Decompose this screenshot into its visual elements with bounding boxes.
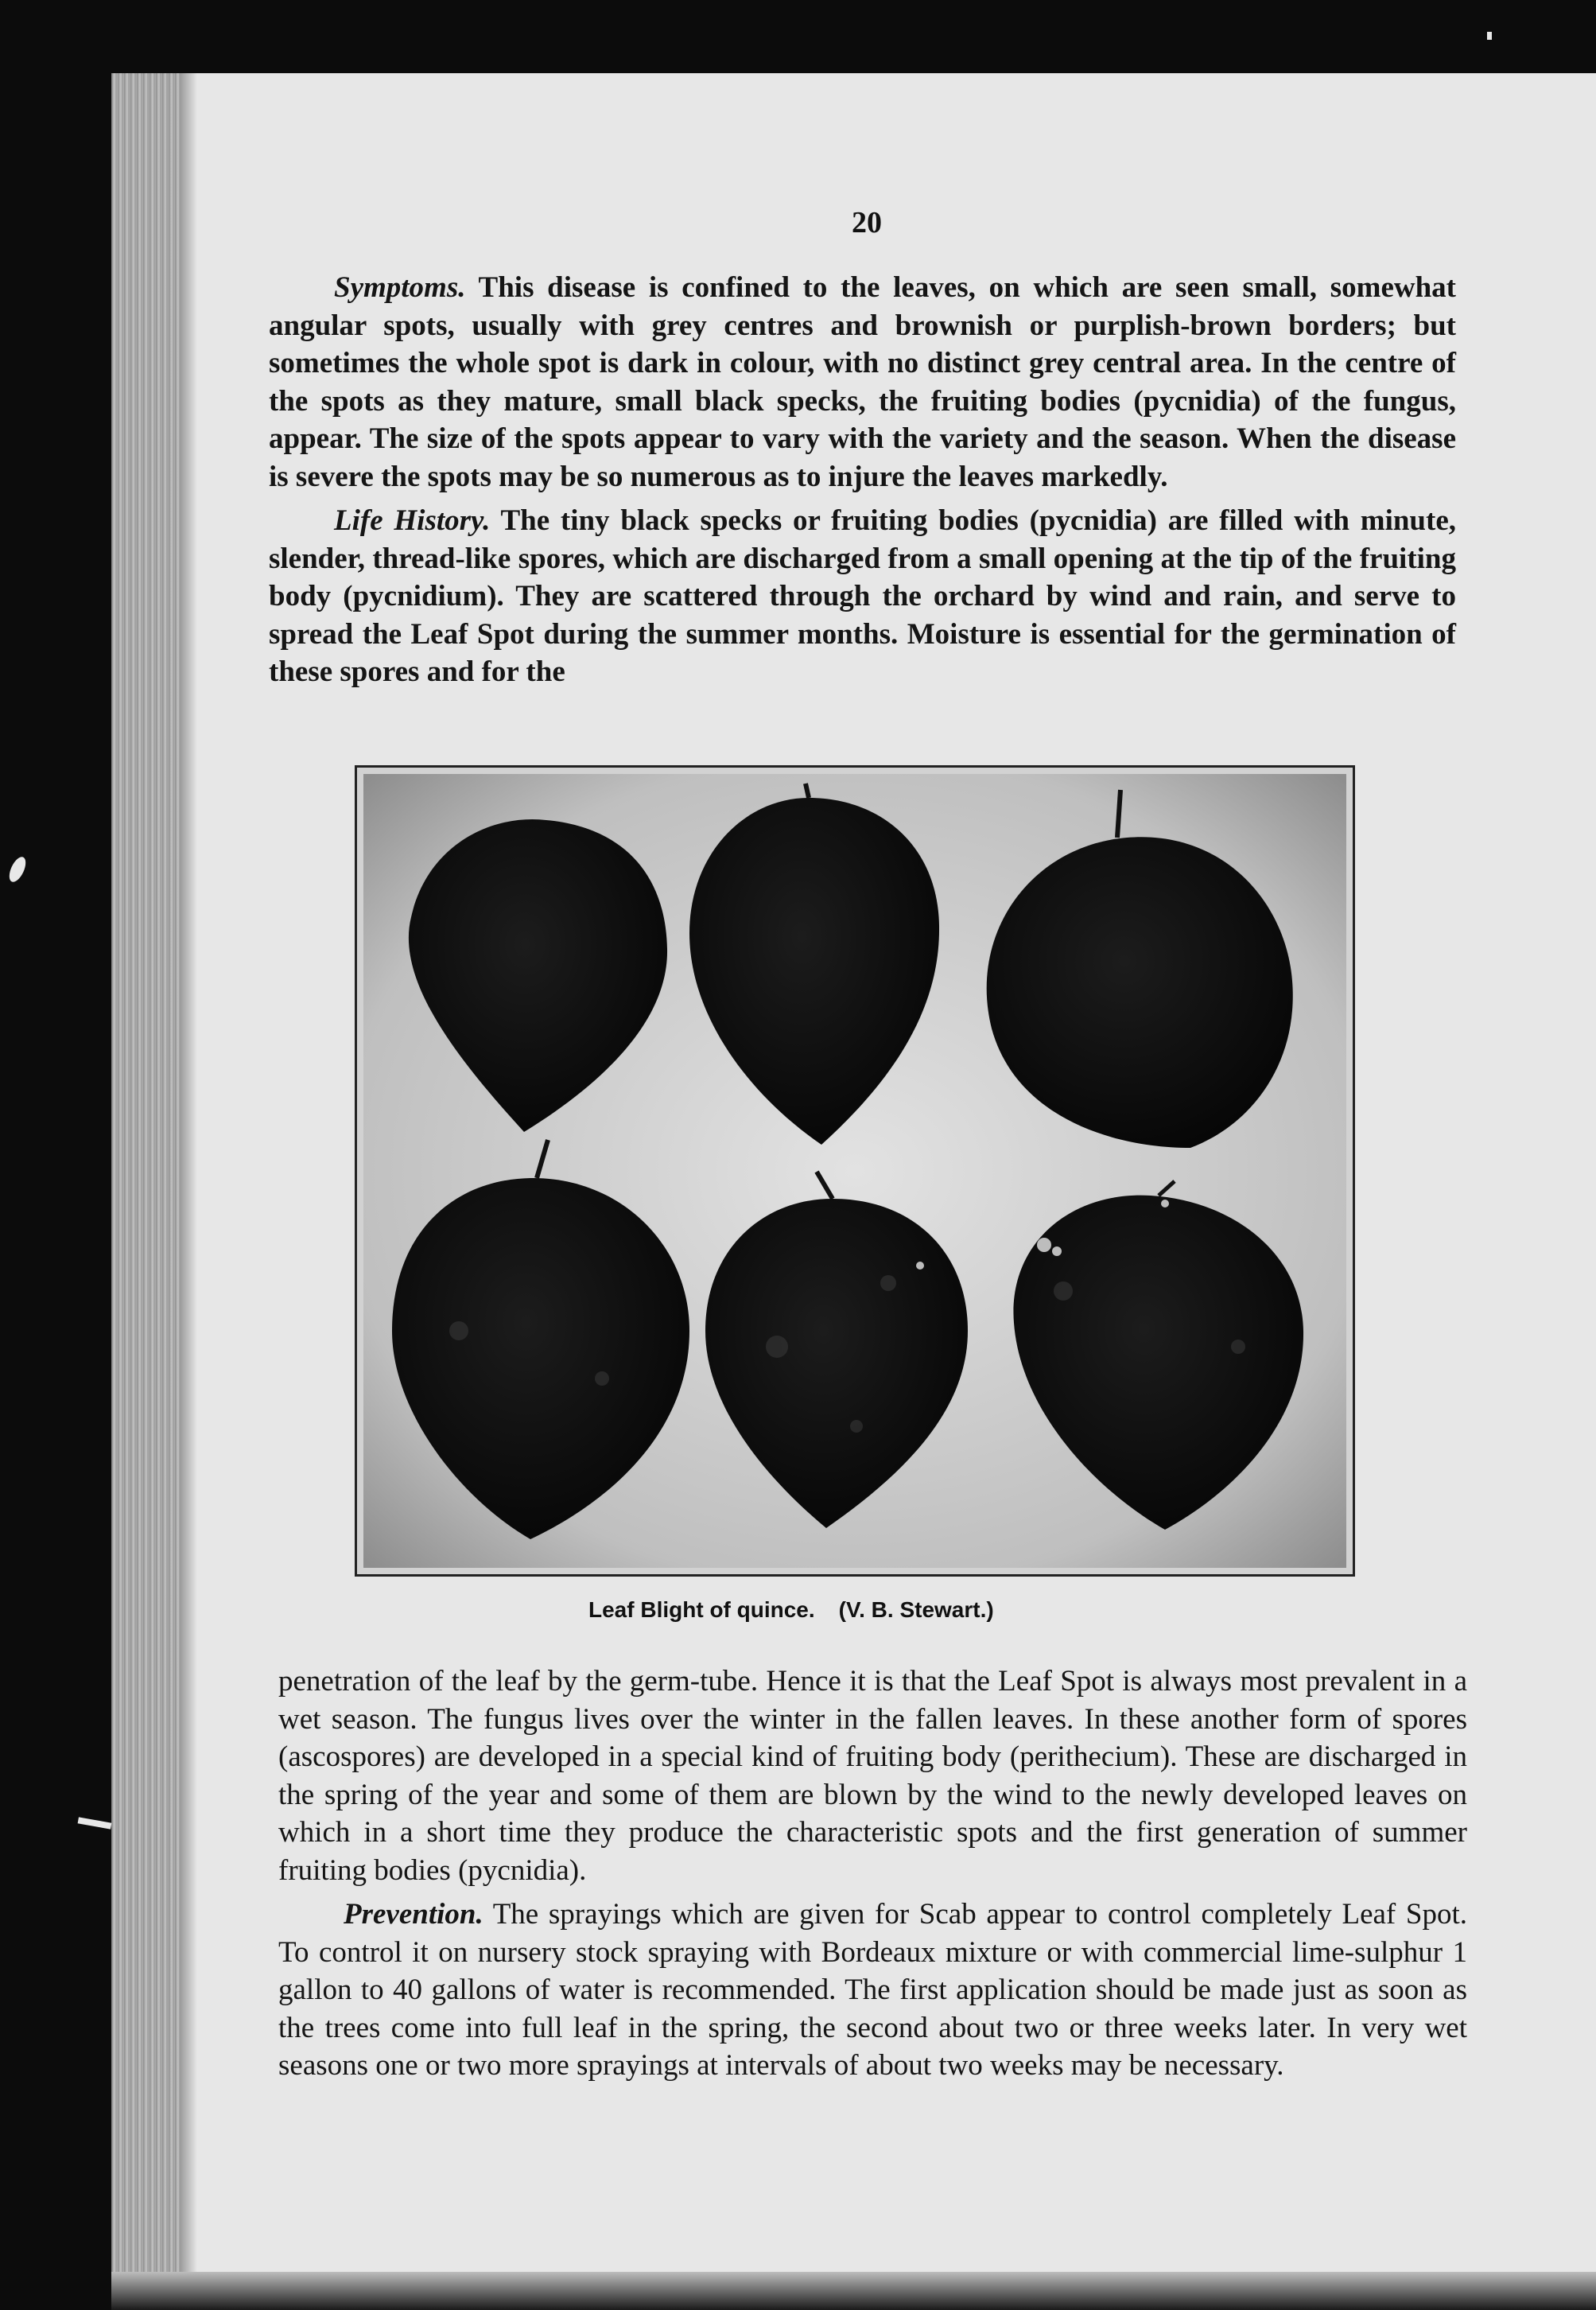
life-history-text: The tiny black specks or fruiting bodies (pycnidia) are filled with minute, slender, thread-like spores, which are discharged from a small opening at the tip of the fruiting body (pycnidium). They are scattered through the orchard by wind and rain, and serve to spread the Leaf Spot during the summer months. Moisture is essential for the germination of these spores and for the (269, 504, 1456, 688)
spine-shadow (180, 73, 197, 2294)
leaf-blight-photograph (355, 765, 1355, 1577)
caption-credit: (V. B. Stewart.) (838, 1597, 994, 1622)
page-spine-edge (111, 73, 180, 2294)
symptoms-paragraph (269, 269, 1456, 496)
margin-speck (1487, 32, 1492, 40)
margin-speck (78, 1817, 112, 1829)
symptoms-heading: Symptoms. (334, 271, 466, 304)
page-bottom-edge (111, 2272, 1596, 2310)
margin-speck (6, 854, 29, 885)
life-history-paragraph (269, 502, 1456, 691)
figure-caption (588, 1597, 1161, 1623)
prevention-paragraph (278, 1896, 1467, 2085)
caption-title: Leaf Blight of quince. (588, 1597, 815, 1622)
leaf-photo-svg (363, 774, 1346, 1568)
prevention-heading: Prevention. (344, 1898, 483, 1931)
lower-text-block (278, 1662, 1467, 2085)
symptoms-text: This disease is confined to the leaves, on which are seen small, somewhat angular spots, usually with grey centres and brownish or purplish-brown borders; but sometimes the whole spot is dark in colour, with no distinct grey central area. In the centre of the spots as they mature, small black specks, the fruiting bodies (pycnidia) of the fungus, appear. The size of the spots appear to vary with the variety and the season. When the disease is severe the spots may be so numerous as to injure the leaves markedly. (269, 271, 1456, 493)
life-history-heading: Life History. (334, 504, 491, 537)
page-number: 20 (852, 206, 882, 239)
upper-text-block (269, 269, 1456, 691)
prevention-text: The sprayings which are given for Scab appear to control completely Leaf Spot. To control it on nursery stock spraying with Bordeaux mixture or with commercial lime-sulphur 1 gallon to 40 gallons of water is recommended. The first application should be made just as soon as the trees come into full leaf in the spring, the second about two or three weeks later. In very wet seasons one or two more sprayings at intervals of about two weeks may be necessary. (278, 1898, 1467, 2082)
continuation-paragraph: penetration of the leaf by the germ-tube. Hence it is that the Leaf Spot is always most prevalent in a wet season. The fungus lives over the winter in the fallen leaves. In these another form of spores (ascospores) are developed in a special kind of fruiting body (perithecium). These are discharged in the spring of the year and some of them are blown by the wind to the newly developed leaves on which in a short time they produce the characteristic spots and the first generation of summer fruiting bodies (pycnidia). (278, 1665, 1467, 1887)
